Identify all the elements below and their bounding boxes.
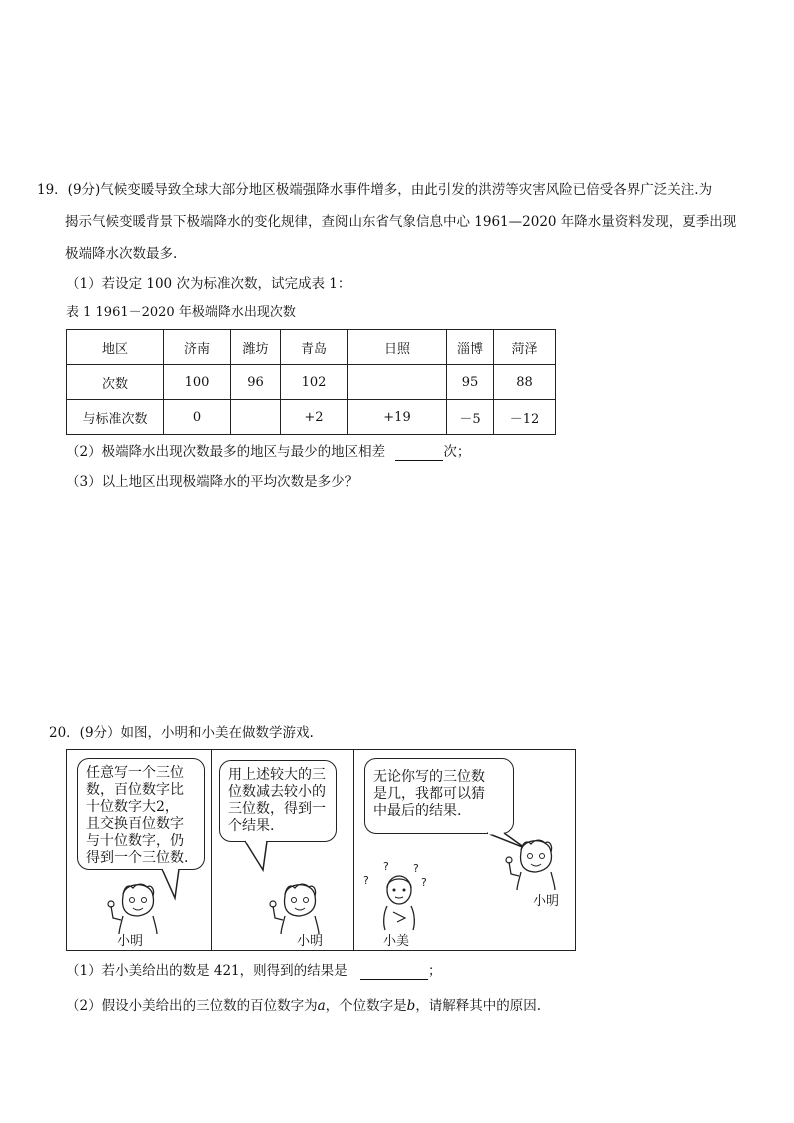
answer-blank[interactable] xyxy=(360,965,428,980)
svg-text:?: ? xyxy=(413,862,419,875)
bubble-text: 且交换百位数字 xyxy=(86,816,184,832)
table-caption: 表 1 1961－2020 年极端降水出现次数 xyxy=(66,305,296,320)
q20-part-1-suffix: ； xyxy=(427,963,442,979)
header-cell: 淄博 xyxy=(447,330,494,365)
xiaoming-figure-icon xyxy=(501,830,571,890)
table-cell-blank[interactable] xyxy=(348,365,447,400)
bubble-text: 数，百位数字比 xyxy=(86,782,184,798)
svg-text:?: ? xyxy=(363,874,369,887)
q20-part-2-text: ，个位数字是 xyxy=(325,998,407,1014)
table-cell: 与标准次数 xyxy=(67,400,164,435)
caption-xiaomei: 小美 xyxy=(383,934,410,949)
bubble-text: 无论你写的三位数 xyxy=(373,769,485,785)
table-cell: 95 xyxy=(447,365,494,400)
bubble-text: 位数减去较小的 xyxy=(228,784,326,800)
caption-xiaoming-1: 小明 xyxy=(117,934,144,949)
q20-part-1 xyxy=(66,962,441,980)
table-cell: 102 xyxy=(281,365,348,400)
q20-part-2-text: （2）假设小美给出的三位数的百位数字为 xyxy=(66,998,318,1014)
bubble-text: 十位数字大2， xyxy=(86,799,179,815)
bubble-text: 个结果. xyxy=(228,818,275,834)
q20-part-1-text: （1）若小美给出的数是 421，则得到的结果是 xyxy=(66,963,348,979)
q19-line-2: 揭示气候变暖背景下极端降水的变化规律，查阅山东省气象信息中心 1961—2020 年降水量资料发现，夏季出现 xyxy=(65,214,737,230)
q19-line-1: 19．(9分)气候变暖导致全球大部分地区极端强降水事件增多，由此引发的洪涝等灾害风险已倍受各界广泛关注.为 xyxy=(37,182,713,198)
table-cell: －12 xyxy=(494,400,556,435)
bubble-text: 中最后的结果. xyxy=(373,803,462,819)
q20-intro: 20．(9分）如图，小明和小美在做数学游戏. xyxy=(49,725,314,741)
var-a: a xyxy=(317,998,326,1014)
q20-part-2 xyxy=(66,997,541,1015)
table-cell: 0 xyxy=(164,400,231,435)
xiaoming-figure-icon xyxy=(265,874,335,934)
table-cell: －5 xyxy=(447,400,494,435)
table-cell: 96 xyxy=(231,365,281,400)
bubble-text: 用上述较大的三 xyxy=(228,767,326,783)
comic-strip xyxy=(66,749,576,951)
table-cell-blank[interactable] xyxy=(231,400,281,435)
table-cell: +19 xyxy=(348,400,447,435)
bubble-text: 与十位数字，仍 xyxy=(86,833,184,849)
header-cell: 青岛 xyxy=(281,330,348,365)
xiaomei-figure-icon xyxy=(363,862,433,932)
table-cell: +2 xyxy=(281,400,348,435)
table-header-row xyxy=(67,330,556,365)
caption-xiaoming-2: 小明 xyxy=(297,934,324,949)
bubble-text: 是几，我都可以猜 xyxy=(373,786,485,802)
table-cell: 100 xyxy=(164,365,231,400)
bubble-text: 三位数，得到一 xyxy=(228,801,326,817)
bubble-text: 任意写一个三位 xyxy=(86,765,184,781)
bubble-text: 得到一个三位数. xyxy=(86,850,189,866)
table-cell: 次数 xyxy=(67,365,164,400)
q19-part-2-text: （2）极端降水出现次数最多的地区与最少的地区相差 xyxy=(66,444,386,460)
svg-text:?: ? xyxy=(421,876,427,889)
header-cell: 日照 xyxy=(348,330,447,365)
q19-line-3: 极端降水次数最多. xyxy=(65,246,178,262)
header-cell: 潍坊 xyxy=(231,330,281,365)
q19-part-2 xyxy=(66,443,470,461)
answer-blank[interactable] xyxy=(395,446,443,461)
svg-text:?: ? xyxy=(383,860,389,873)
table-row-count xyxy=(67,365,556,400)
var-b: b xyxy=(406,998,416,1014)
header-cell: 济南 xyxy=(164,330,231,365)
table-row-diff xyxy=(67,400,556,435)
table-cell: 88 xyxy=(494,365,556,400)
q19-part-1: （1）若设定 100 次为标准次数，试完成表 1： xyxy=(66,276,352,292)
q19-part-2-suffix: 次； xyxy=(443,444,471,460)
q20-part-2-text: ，请解释其中的原因. xyxy=(415,998,542,1014)
xiaoming-figure-icon xyxy=(103,874,173,934)
caption-xiaoming-3: 小明 xyxy=(533,894,560,909)
header-cell: 菏泽 xyxy=(494,330,556,365)
header-cell: 地区 xyxy=(67,330,164,365)
q19-part-3: （3）以上地区出现极端降水的平均次数是多少？ xyxy=(66,474,359,490)
rainfall-table xyxy=(66,329,556,435)
